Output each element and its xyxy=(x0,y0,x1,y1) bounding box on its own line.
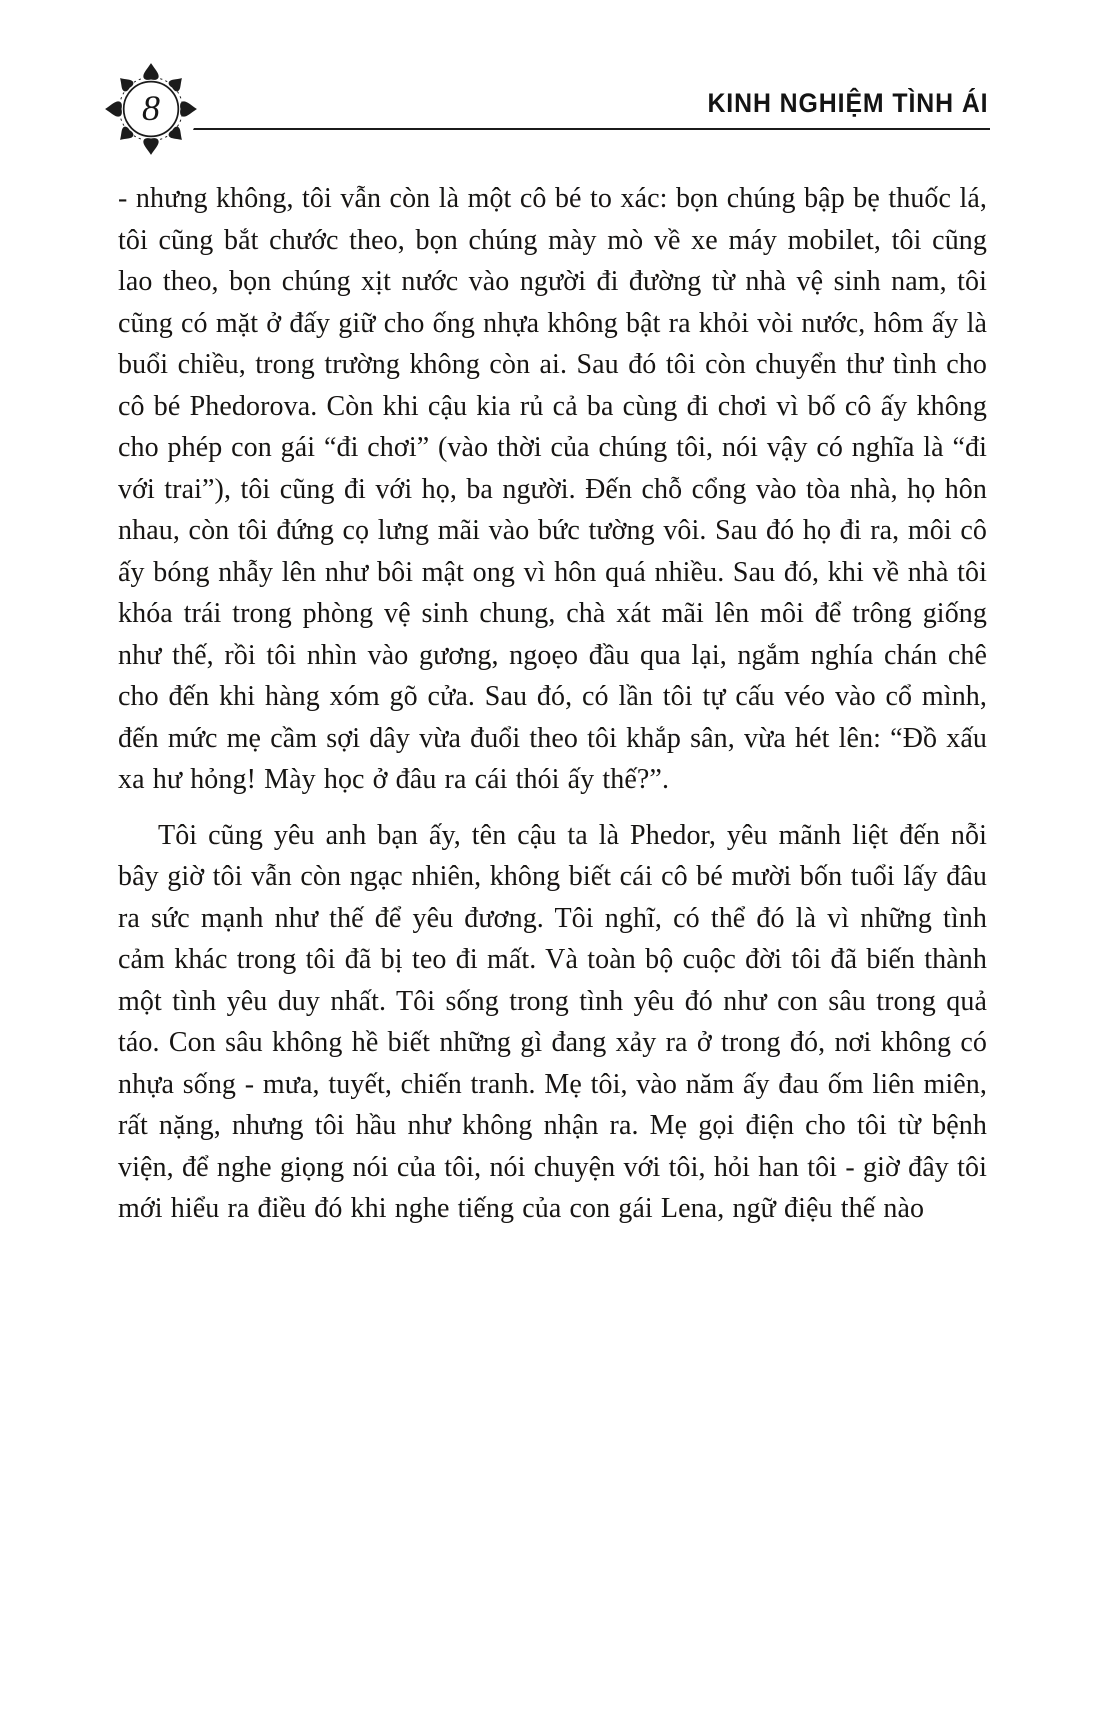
paragraph-2: Tôi cũng yêu anh bạn ấy, tên cậu ta là Phedor, yêu mãnh liệt đến nỗi bây giờ tôi vẫn còn ngạc nhiên, không biết cái cô bé mười bốn tuổi lấy đâu ra sức mạnh như thế để yêu đương. Tôi nghĩ, có thể đó là vì những tình cảm khác trong tôi đã bị teo đi mất. Và toàn bộ cuộc đời tôi đã biến thành một tình yêu duy nhất. Tôi sống trong tình yêu đó như con sâu trong quả táo. Con sâu không hề biết những gì đang xảy ra ở trong đó, nơi không có nhựa sống - mưa, tuyết, chiến tranh. Mẹ tôi, vào năm ấy đau ốm liên miên, rất nặng, nhưng tôi hầu như không nhận ra. Mẹ gọi điện cho tôi từ bệnh viện, để nghe giọng nói của tôi, nói chuyện với tôi, hỏi han tôi - giờ đây tôi mới hiểu ra điều đó khi nghe tiếng của con gái Lena, ngữ điệu thế nào xyxy=(118,819,987,1224)
running-header-title: KINH NGHIỆM TÌNH ÁI xyxy=(706,88,988,118)
header-rule xyxy=(110,128,990,130)
page-number: 8 xyxy=(142,88,160,128)
page-number-ornament xyxy=(104,62,198,156)
page-body xyxy=(118,178,987,1230)
paragraph-1: - nhưng không, tôi vẫn còn là một cô bé to xác: bọn chúng bập bẹ thuốc lá, tôi cũng bắt chước theo, bọn chúng mày mò về xe máy mobilet, tôi cũng lao theo, bọn chúng xịt nước vào người đi đường từ nhà vệ sinh nam, tôi cũng có mặt ở đấy giữ cho ống nhựa không bật ra khỏi vòi nước, hôm ấy là buổi chiều, trong trường không còn ai. Sau đó tôi còn chuyển thư tình cho cô bé Phedorova. Còn khi cậu kia rủ cả ba cùng đi chơi vì bố cô ấy không cho phép con gái “đi chơi” (vào thời của chúng tôi, nói vậy có nghĩa là “đi với trai”), tôi cũng đi với họ, ba người. Đến chỗ cổng vào tòa nhà, họ hôn nhau, còn tôi đứng cọ lưng mãi vào bức tường vôi. Sau đó họ đi ra, môi cô ấy bóng nhẫy lên như bôi mật ong vì hôn quá nhiều. Sau đó, khi về nhà tôi khóa trái trong phòng vệ sinh chung, chà xát mãi lên môi để trông giống như thế, rồi tôi nhìn vào gương, ngoẹo đầu qua lại, ngắm nghía chán chê cho đến khi hàng xóm gõ cửa. Sau đó, có lần tôi tự cấu véo vào cổ mình, đến mức mẹ cầm sợi dây vừa đuổi theo tôi khắp sân, vừa hét lên: “Đồ xấu xa hư hỏng! Mày học ở đâu ra cái thói ấy thế?”. xyxy=(118,183,987,795)
